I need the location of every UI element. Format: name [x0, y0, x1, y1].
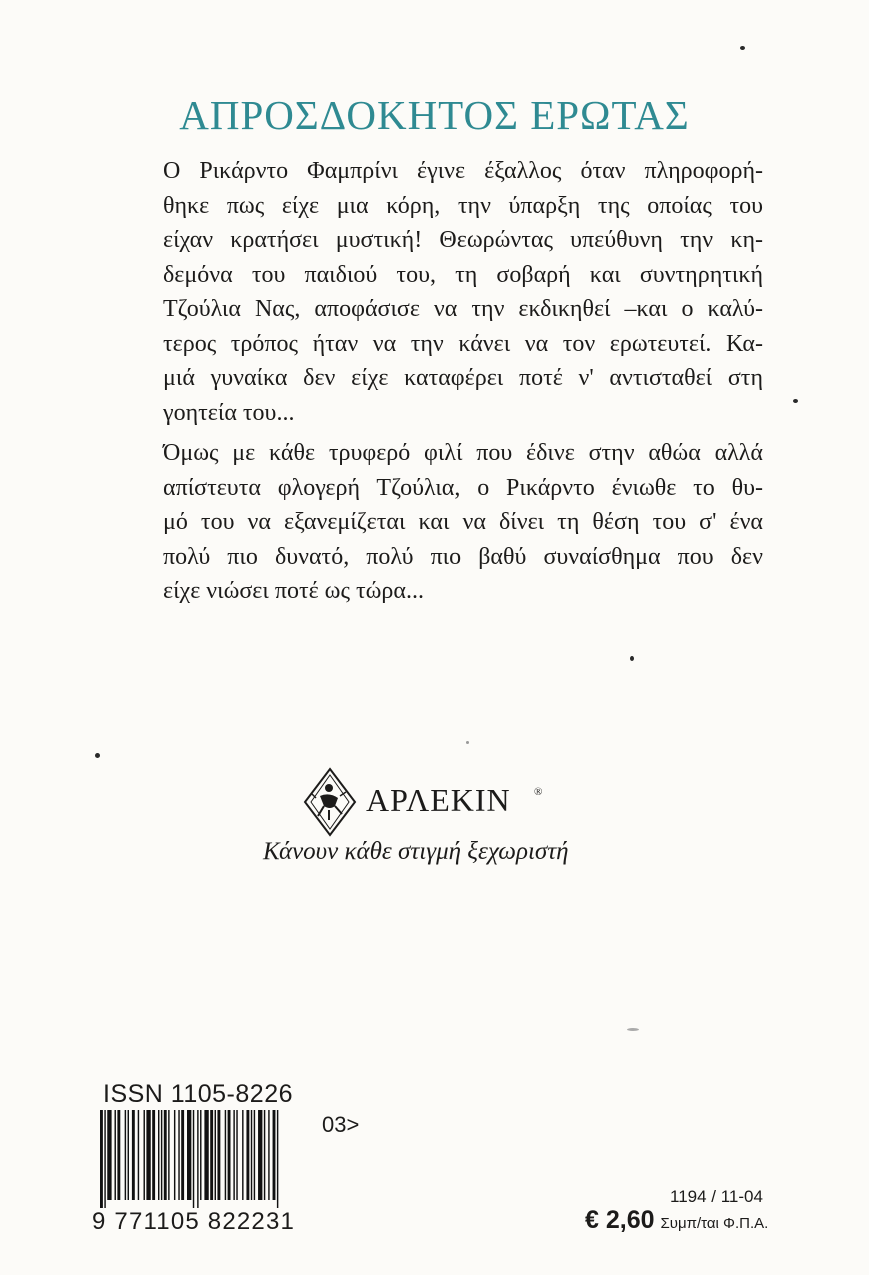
barcode-bar — [210, 1110, 213, 1200]
barcode-bar — [246, 1110, 249, 1200]
barcode-bar — [228, 1110, 231, 1200]
barcode-bar — [200, 1110, 201, 1200]
price — [585, 1206, 768, 1235]
barcode-bar — [117, 1110, 120, 1200]
issn-label: ISSN 1105-8226 — [103, 1080, 293, 1108]
barcode-bar — [217, 1110, 220, 1200]
barcode-bar — [115, 1110, 116, 1200]
price-value: € 2,60 — [585, 1206, 655, 1234]
barcode-bar — [174, 1110, 175, 1200]
scan-speck — [627, 1028, 639, 1031]
blurb-line: μιά γυναίκα δεν είχε καταφέρει ποτέ ν' αντισταθεί στη — [163, 365, 763, 391]
barcode-bar — [104, 1110, 105, 1208]
barcode-bar — [161, 1110, 162, 1200]
blurb-line: θηκε πως είχε μια κόρη, την ύπαρξη της οποίας του — [163, 192, 763, 219]
barcode-bar — [107, 1110, 111, 1200]
barcode-bar — [128, 1110, 129, 1200]
blurb-line: δεμόνα του παιδιού του, τη σοβαρή και συντηρητική — [163, 261, 763, 288]
book-title: ΑΠΡΟΣΔΟΚΗΤΟΣ ΕΡΩΤΑΣ — [179, 92, 690, 139]
brand-name: ΑΡΛΕΚΙΝ — [366, 782, 511, 818]
barcode — [98, 1110, 318, 1208]
harlequin-diamond-icon — [302, 766, 358, 838]
barcode-bar — [100, 1110, 103, 1208]
barcode-bar — [251, 1110, 252, 1200]
publisher-brand — [302, 766, 602, 846]
scan-speck — [793, 399, 798, 403]
barcode-bar — [277, 1110, 278, 1208]
blurb-paragraph-1 — [163, 154, 763, 430]
barcode-bar — [144, 1110, 145, 1200]
blurb-line: πολύ πιο δυνατό, πολύ πιο βαθύ συναίσθημα που δεν — [163, 543, 763, 570]
barcode-bar — [125, 1110, 126, 1200]
blurb-line: είχαν κρατήσει μυστική! Θεωρώντας υπεύθυνη την κη- — [163, 227, 763, 253]
blurb-line: γοητεία του... — [163, 399, 295, 426]
barcode-bar — [168, 1110, 169, 1200]
barcode-bar — [264, 1110, 265, 1200]
barcode-bar — [178, 1110, 179, 1200]
barcode-bar — [273, 1110, 276, 1200]
blurb-line: Ο Ρικάρντο Φαμπρίνι έγινε έξαλλος όταν πληροφορή- — [163, 158, 763, 184]
barcode-addon-digits: 03 — [322, 1112, 347, 1137]
barcode-bar — [204, 1110, 208, 1200]
blurb-line: είχε νιώσει ποτέ ως τώρα... — [163, 578, 424, 604]
barcode-bar — [146, 1110, 150, 1200]
barcode-bar — [193, 1110, 194, 1208]
barcode-bar — [187, 1110, 191, 1200]
scan-speck — [740, 46, 745, 50]
barcode-addon — [322, 1112, 359, 1138]
issue-code: 1194 / 11-04 — [670, 1187, 763, 1206]
barcode-bar — [152, 1110, 155, 1200]
blurb-line: τερος τρόπος ήταν να την κάνει να τον ερωτευτεί. Κα- — [163, 330, 763, 357]
registered-mark: ® — [534, 786, 543, 798]
scan-speck — [95, 753, 100, 758]
barcode-bar — [233, 1110, 234, 1200]
barcode-bar — [254, 1110, 255, 1200]
blurb-line: Όμως με κάθε τρυφερό φιλί που έδινε στην αθώα αλλά — [163, 440, 763, 466]
brand-slogan: Κάνουν κάθε στιγμή ξεχωριστή — [263, 838, 569, 865]
barcode-bar — [268, 1110, 269, 1200]
barcode-bar — [138, 1110, 139, 1200]
ean-number: 9 771105 822231 — [92, 1208, 296, 1235]
blurb-line: μό του να εξανεμίζεται και να δίνει τη θέση του σ' ένα — [163, 509, 763, 535]
barcode-bar — [164, 1110, 167, 1200]
barcode-bar — [197, 1110, 198, 1208]
barcode-addon-arrow: > — [346, 1112, 360, 1137]
barcode-bar — [132, 1110, 135, 1200]
scan-speck — [466, 741, 469, 744]
blurb-line: Τζούλια Νας, αποφάσισε να την εκδικηθεί –και ο καλύ- — [163, 296, 763, 322]
price-vat-note: Συμπ/ται Φ.Π.Α. — [660, 1215, 769, 1232]
blurb-line: απίστευτα φλογερή Τζούλια, ο Ρικάρντο ένιωθε το θυ- — [163, 474, 763, 501]
barcode-bar — [215, 1110, 216, 1200]
barcode-bar — [258, 1110, 262, 1200]
barcode-bar — [158, 1110, 159, 1200]
scan-speck — [630, 656, 634, 661]
blurb-paragraph-2 — [163, 436, 763, 609]
barcode-bar — [242, 1110, 243, 1200]
barcode-bar — [225, 1110, 226, 1200]
barcode-bar — [181, 1110, 184, 1200]
barcode-bar — [236, 1110, 237, 1200]
